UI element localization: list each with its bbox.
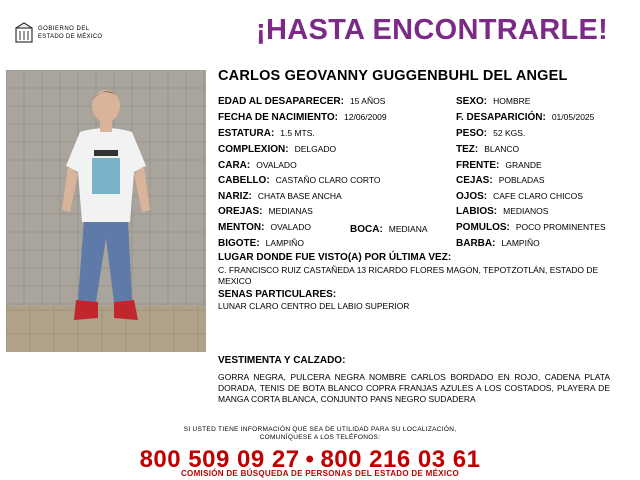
field-cara: CARA: OVALADO [218,160,297,171]
contact-note-line1: SI USTED TIENE INFORMACIÓN QUE SEA DE UTILIDAD PARA SU LOCALIZACIÓN, [183,426,457,433]
field-pomulos: POMULOS: POCO PROMINENTES [456,222,606,233]
clothing-label: VESTIMENTA Y CALZADO: [218,355,346,366]
field-ojos: OJOS: CAFE CLARO CHICOS [456,191,583,202]
last-seen-label: LUGAR DONDE FUE VISTO(A) POR ÚLTIMA VEZ: [218,252,452,263]
field-complexion: COMPLEXION: DELGADO [218,144,337,155]
phone-number-2[interactable]: 800 216 03 61 [320,446,481,473]
field-boca: BOCA: MEDIANA [350,224,428,235]
field-tez: TEZ: BLANCO [456,144,520,155]
field-orejas: OREJAS: MEDIANAS [218,206,313,217]
headline: ¡HASTA ENCONTRARLE! [256,14,609,46]
field-nariz: NARIZ: CHATA BASE ANCHA [218,191,342,202]
logo-text-line1: GOBIERNO DEL [38,26,90,32]
person-name: CARLOS GEOVANNY GUGGENBUHL DEL ANGEL [218,68,568,84]
field-barba: BARBA: LAMPIÑO [456,238,540,249]
field-menton: MENTON: OVALADO [218,222,311,233]
clothing-text: GORRA NEGRA, PULCERA NEGRA NOMBRE CARLOS BORDADO EN ROJO, CADENA PLATA DORADA, TENIS DE BOTA BLANCO COPRA FRANJAS AZULES A LOS COSTADOS, PLAYERA DE MANGA CORTA BLANCA, CONJUNTO PANS NEGRO SUDADERA [218,372,610,404]
field-peso: PESO: 52 KGS. [456,128,526,139]
logo-text-line2: ESTADO DE MÉXICO [38,34,103,40]
field-fecha-nacimiento: FECHA DE NACIMIENTO: 12/06/2009 [218,112,387,123]
field-bigote: BIGOTE: LAMPIÑO [218,238,304,249]
field-edad: EDAD AL DESAPARECER: 15 AÑOS [218,96,386,107]
last-seen-text: C. FRANCISCO RUIZ CASTAÑEDA 13 RICARDO FLORES MAGON, TEPOTZOTLÁN, ESTADO DE MEXICO [218,265,599,286]
field-labios: LABIOS: MEDIANOS [456,206,549,217]
field-sexo: SEXO: HOMBRE [456,96,531,107]
field-cabello: CABELLO: CASTAÑO CLARO CORTO [218,175,381,186]
field-cejas: CEJAS: POBLADAS [456,175,545,186]
field-frente: FRENTE: GRANDE [456,160,542,171]
person-photo [6,70,206,352]
separator-dot: • [305,446,315,473]
marks-label: SENAS PARTICULARES: [218,289,337,300]
phone-number-1[interactable]: 800 509 09 27 [139,446,300,473]
government-logo [14,22,114,46]
state-emblem-icon [14,22,34,44]
marks-text: LUNAR CLARO CENTRO DEL LABIO SUPERIOR [218,301,410,311]
field-fecha-desaparicion: F. DESAPARICIÓN: 01/05/2025 [456,112,595,123]
field-estatura: ESTATURA: 1.5 MTS. [218,128,315,139]
commission-footer: COMISIÓN DE BÚSQUEDA DE PERSONAS DEL ESTADO DE MÉXICO [180,469,459,478]
contact-note-line2: COMUNÍQUESE A LOS TELÉFONOS: [259,434,381,441]
